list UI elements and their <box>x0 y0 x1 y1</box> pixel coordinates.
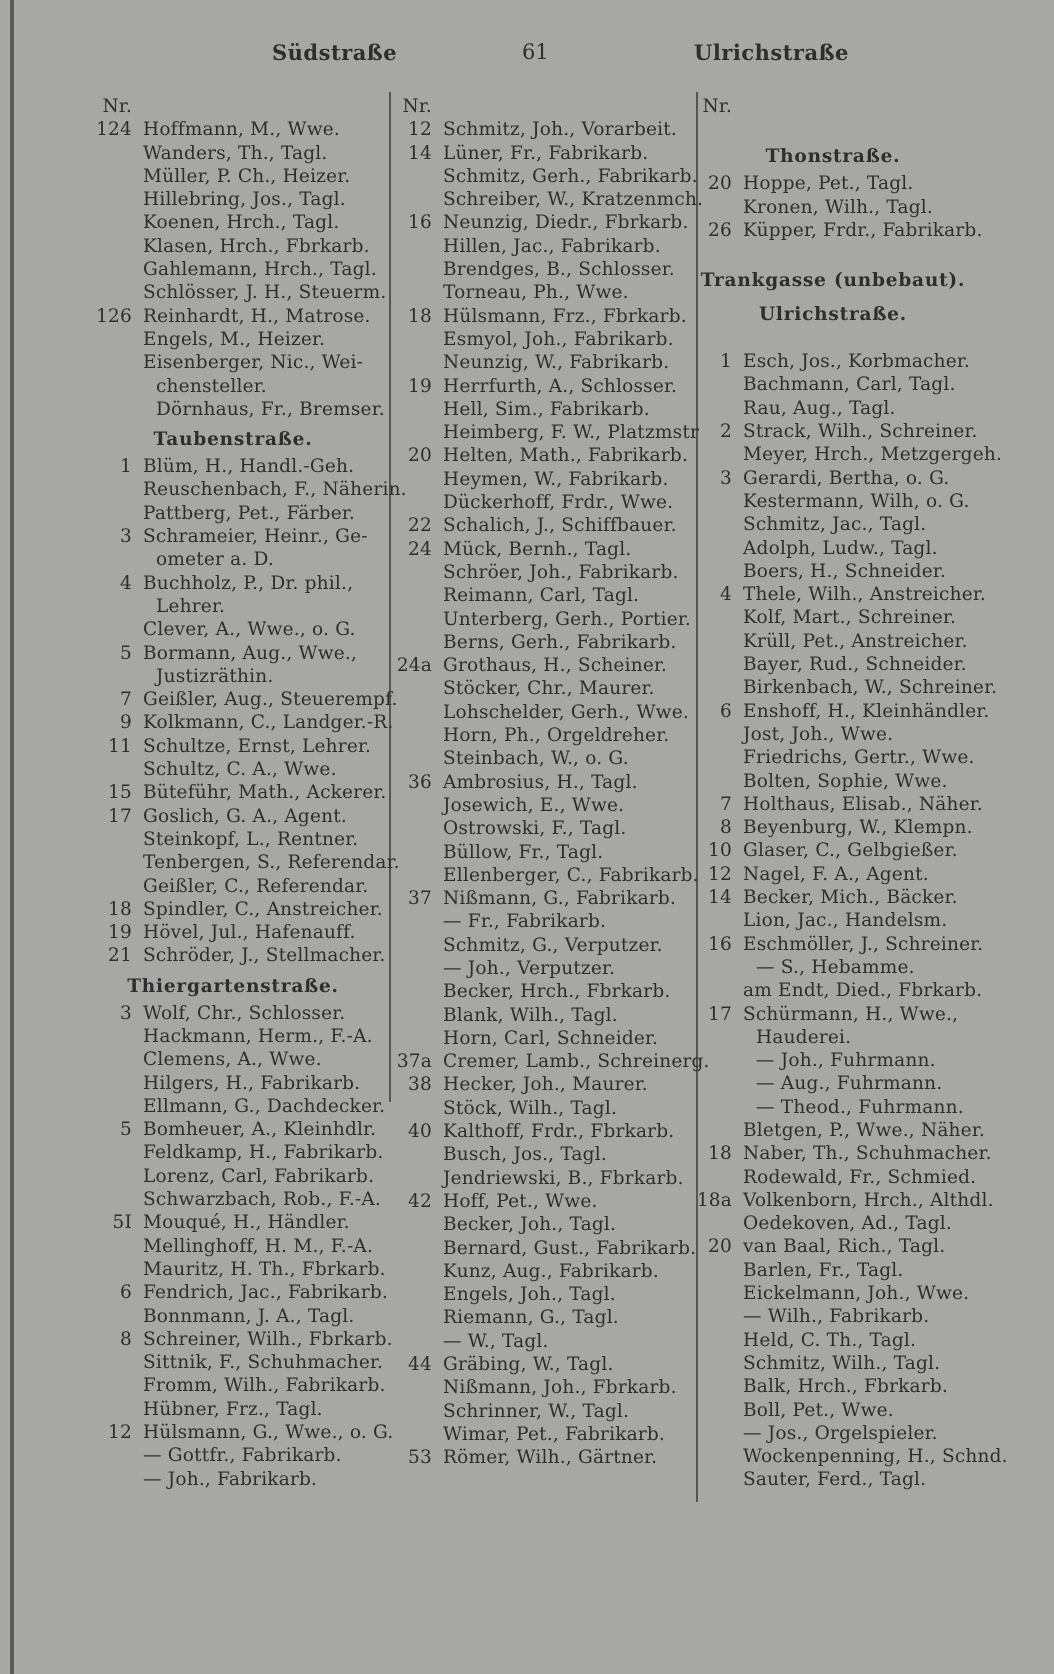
resident-text: Ostrowski, F., Tagl. <box>443 818 627 840</box>
resident-text: Hübner, Frz., Tagl. <box>143 1398 323 1420</box>
resident-text: Kolf, Mart., Schreiner. <box>743 607 957 629</box>
house-number: 14 <box>408 142 432 164</box>
resident-text: Mellinghoff, H. M., F.-A. <box>143 1235 374 1257</box>
resident-text: Riemann, G., Tagl. <box>443 1307 619 1329</box>
resident-text: — Jos., Orgelspieler. <box>743 1422 938 1444</box>
house-number: 26 <box>708 219 732 241</box>
house-number: 18 <box>108 898 132 920</box>
resident-text: Eschmöller, J., Schreiner. <box>743 933 984 955</box>
resident-text: Gräbing, W., Tagl. <box>443 1354 614 1376</box>
resident-text: Ambrosius, H., Tagl. <box>443 771 638 793</box>
resident-text: Schrinner, W., Tagl. <box>443 1400 630 1422</box>
house-number: 17 <box>108 805 132 827</box>
house-number: 18a <box>696 1189 732 1211</box>
house-number: 4 <box>720 584 732 606</box>
house-number: 18 <box>408 305 432 327</box>
resident-text: Wolf, Chr., Schlosser. <box>143 1002 346 1024</box>
resident-text: Hoppe, Pet., Tagl. <box>743 173 914 195</box>
house-number: 6 <box>120 1282 132 1304</box>
resident-text: Küpper, Frdr., Fabrikarb. <box>743 219 983 241</box>
resident-text: Bernard, Gust., Fabrikarb. <box>443 1237 697 1259</box>
house-number: 3 <box>120 1002 132 1024</box>
resident-text: Horn, Ph., Orgeldreher. <box>443 725 670 747</box>
resident-text: Bachmann, Carl, Tagl. <box>743 374 956 396</box>
resident-text: Held, C. Th., Tagl. <box>743 1329 917 1351</box>
resident-text: Hoff, Pet., Wwe. <box>443 1190 598 1212</box>
resident-text: Friedrichs, Gertr., Wwe. <box>743 747 975 769</box>
resident-text: Wanders, Th., Tagl. <box>143 142 328 164</box>
house-number: 126 <box>96 305 132 327</box>
street-heading-text: Thonstraße. <box>765 146 901 168</box>
resident-text: Naber, Th., Schuhmacher. <box>743 1143 992 1165</box>
resident-text: Hauderei. <box>756 1026 852 1048</box>
resident-text: — Aug., Fuhrmann. <box>756 1073 943 1095</box>
resident-text: Schröder, J., Stellmacher. <box>143 945 386 967</box>
resident-text: Rau, Aug., Tagl. <box>743 397 896 419</box>
resident-text: Schultz, C. A., Wwe. <box>143 759 337 781</box>
resident-text: Herrfurth, A., Schlosser. <box>443 375 678 397</box>
resident-text: Schrameier, Heinr., Ge- <box>143 526 368 548</box>
resident-text: — Theod., Fuhrmann. <box>756 1096 964 1118</box>
house-number: 2 <box>720 421 732 443</box>
resident-text: Feldkamp, H., Fabrikarb. <box>143 1142 384 1164</box>
resident-text: Bomheuer, A., Kleinhdlr. <box>143 1119 377 1141</box>
resident-text: Hövel, Jul., Hafenauff. <box>143 922 356 944</box>
street-heading-text: Thiergartenstraße. <box>127 975 339 997</box>
house-number: 14 <box>708 887 732 909</box>
resident-text: Blank, Wilh., Tagl. <box>443 1004 618 1026</box>
house-number: 1 <box>720 351 732 373</box>
resident-text: Oedekoven, Ad., Tagl. <box>743 1213 952 1235</box>
resident-text: Fendrich, Jac., Fabrikarb. <box>143 1282 388 1304</box>
resident-text: Römer, Wilh., Gärtner. <box>443 1447 658 1469</box>
resident-text: Steinkopf, L., Rentner. <box>143 828 359 850</box>
resident-text: — S., Hebamme. <box>756 956 915 978</box>
resident-text: Busch, Jos., Tagl. <box>443 1144 607 1166</box>
resident-text: Esch, Jos., Korbmacher. <box>743 351 970 373</box>
house-number: 7 <box>720 793 732 815</box>
resident-text: Reimann, Carl, Tagl. <box>443 585 640 607</box>
resident-text: Helten, Math., Fabrikarb. <box>443 445 689 467</box>
resident-text: Jendriewski, B., Fbrkarb. <box>443 1167 684 1189</box>
house-number: 20 <box>408 445 432 467</box>
house-number: 20 <box>708 1236 732 1258</box>
house-number: 37a <box>396 1051 432 1073</box>
header-left-street: Südstraße <box>272 40 398 65</box>
resident-text: Becker, Mich., Bäcker. <box>743 887 958 909</box>
house-number: 53 <box>408 1447 432 1469</box>
resident-text: Lion, Jac., Handelsm. <box>743 910 948 932</box>
house-number: 124 <box>96 119 132 141</box>
house-number: 16 <box>408 212 432 234</box>
house-number: 40 <box>408 1121 432 1143</box>
resident-text: Becker, Joh., Tagl. <box>443 1214 617 1236</box>
house-number: 3 <box>120 526 132 548</box>
resident-text: Engels, Joh., Tagl. <box>443 1284 616 1306</box>
resident-text: Sauter, Ferd., Tagl. <box>743 1469 927 1491</box>
page-number: 61 <box>522 40 549 64</box>
resident-text: Strack, Wilh., Schreiner. <box>743 421 978 443</box>
house-number: 19 <box>408 375 432 397</box>
resident-text: — Fr., Fabrikarb. <box>443 911 607 933</box>
resident-text: Schmitz, Jac., Tagl. <box>743 514 927 536</box>
resident-text: Horn, Carl, Schneider. <box>443 1027 659 1049</box>
resident-text: Dückerhoff, Frdr., Wwe. <box>443 492 674 514</box>
resident-text: Justizräthin. <box>156 665 274 687</box>
house-number: 9 <box>120 712 132 734</box>
resident-text: — Joh., Verputzer. <box>443 957 616 979</box>
resident-text: Koenen, Hrch., Tagl. <box>143 212 340 234</box>
resident-text: Clemens, A., Wwe. <box>143 1049 322 1071</box>
resident-text: Birkenbach, W., Schreiner. <box>743 677 998 699</box>
resident-text: Schmitz, Joh., Vorarbeit. <box>443 119 678 141</box>
resident-text: Clever, A., Wwe., o. G. <box>143 619 356 641</box>
resident-text: Kestermann, Wilh, o. G. <box>743 490 970 512</box>
resident-text: Pattberg, Pet., Färber. <box>143 502 355 524</box>
resident-text: Adolph, Ludw., Tagl. <box>743 537 938 559</box>
resident-text: Steinbach, W., o. G. <box>443 748 629 770</box>
header-right-street: Ulrichstraße <box>694 40 849 65</box>
resident-text: am Endt, Died., Fbrkarb. <box>743 980 983 1002</box>
resident-text: Beyenburg, W., Klempn. <box>743 817 973 839</box>
house-number: 5 <box>120 642 132 664</box>
house-number: 12 <box>408 119 432 141</box>
resident-text: Tenbergen, S., Referendar. <box>143 852 400 874</box>
resident-text: Ellenberger, C., Fabrikarb. <box>443 864 699 886</box>
house-number: 17 <box>708 1003 732 1025</box>
resident-text: Mück, Bernh., Tagl. <box>443 538 632 560</box>
resident-text: Kronen, Wilh., Tagl. <box>743 196 933 218</box>
resident-text: Eickelmann, Joh., Wwe. <box>743 1283 970 1305</box>
resident-text: Lehrer. <box>156 595 226 617</box>
house-number: Nr. <box>402 96 432 117</box>
resident-text: Geißler, C., Referendar. <box>143 875 369 897</box>
resident-text: Schreiner, Wilh., Fbrkarb. <box>143 1328 393 1350</box>
street-heading-text: Trankgasse (unbebaut). <box>700 270 966 292</box>
resident-text: Boers, H., Schneider. <box>743 560 946 582</box>
resident-text: Schultze, Ernst, Lehrer. <box>143 735 372 757</box>
resident-text: Cremer, Lamb., Schreinerg. <box>443 1051 710 1073</box>
house-number: 6 <box>720 700 732 722</box>
resident-text: Becker, Hrch., Fbrkarb. <box>443 981 671 1003</box>
resident-text: Kalthoff, Frdr., Fbrkarb. <box>443 1121 675 1143</box>
house-number: 24 <box>408 538 432 560</box>
column-divider <box>389 92 391 1102</box>
resident-text: Eisenberger, Nic., Wei- <box>143 352 364 374</box>
resident-text: Ellmann, G., Dachdecker. <box>143 1095 386 1117</box>
house-number: 1 <box>120 456 132 478</box>
resident-text: Mauritz, H. Th., Fbrkarb. <box>143 1258 386 1280</box>
house-number: 3 <box>720 467 732 489</box>
resident-text: Reuschenbach, F., Näherin. <box>143 479 407 501</box>
resident-text: Schwarzbach, Rob., F.-A. <box>143 1189 381 1211</box>
resident-text: Bletgen, P., Wwe., Näher. <box>743 1119 985 1141</box>
resident-text: Büllow, Fr., Tagl. <box>443 841 604 863</box>
resident-text: Klasen, Hrch., Fbrkarb. <box>143 235 370 257</box>
resident-text: Heimberg, F. W., Platzmstr <box>443 422 700 444</box>
resident-text: Lüner, Fr., Fabrikarb. <box>443 142 649 164</box>
resident-text: Hülsmann, G., Wwe., o. G. <box>143 1422 394 1444</box>
resident-text: chensteller. <box>156 375 267 397</box>
resident-text: Hilgers, H., Fabrikarb. <box>143 1072 361 1094</box>
street-heading-text: Ulrichstraße. <box>758 304 907 326</box>
street-heading-text: Taubenstraße. <box>153 429 313 451</box>
resident-text: Stöcker, Chr., Maurer. <box>443 678 655 700</box>
resident-text: Spindler, C., Anstreicher. <box>143 898 383 920</box>
resident-text: Berns, Gerh., Fabrikarb. <box>443 631 677 653</box>
resident-text: Stöck, Wilh., Tagl. <box>443 1097 618 1119</box>
house-number: 12 <box>108 1422 132 1444</box>
resident-text: van Baal, Rich., Tagl. <box>743 1236 946 1258</box>
house-number: 24a <box>396 655 432 677</box>
resident-text: Geißler, Aug., Steuerempf. <box>143 689 398 711</box>
resident-text: ometer a. D. <box>156 549 274 571</box>
resident-text: Boll, Pet., Wwe. <box>743 1399 894 1421</box>
resident-text: — Gottfr., Fabrikarb. <box>143 1445 342 1467</box>
house-number: 8 <box>120 1328 132 1350</box>
house-number: 5 <box>120 1119 132 1141</box>
house-number: Nr. <box>102 96 132 117</box>
resident-text: Balk, Hrch., Fbrkarb. <box>743 1376 948 1398</box>
house-number: 7 <box>120 689 132 711</box>
resident-text: Bolten, Sophie, Wwe. <box>743 770 948 792</box>
resident-text: Wockenpenning, H., Schnd. <box>743 1446 1008 1468</box>
resident-text: Nißmann, Joh., Fbrkarb. <box>443 1377 677 1399</box>
resident-text: Rodewald, Fr., Schmied. <box>743 1166 977 1188</box>
resident-text: Hell, Sim., Fabrikarb. <box>443 398 650 420</box>
resident-text: Enshoff, H., Kleinhändler. <box>743 700 990 722</box>
resident-text: — Joh., Fabrikarb. <box>143 1468 318 1490</box>
resident-text: Schreiber, W., Kratzenmch. <box>443 189 704 211</box>
resident-text: Fromm, Wilh., Fabrikarb. <box>143 1375 386 1397</box>
resident-text: Schmitz, Gerh., Fabrikarb. <box>443 165 698 187</box>
resident-text: Meyer, Hrch., Metzgergeh. <box>743 444 1003 466</box>
resident-text: Kolkmann, C., Landger.-R. <box>143 712 394 734</box>
house-number: 38 <box>408 1074 432 1096</box>
resident-text: Brendges, B., Schlosser. <box>443 259 675 281</box>
resident-text: Holthaus, Elisab., Näher. <box>743 793 983 815</box>
resident-text: Müller, P. Ch., Heizer. <box>143 165 351 187</box>
house-number: 21 <box>108 945 132 967</box>
resident-text: Josewich, E., Wwe. <box>443 794 625 816</box>
resident-text: Sittnik, F., Schuhmacher. <box>143 1352 384 1374</box>
house-number: 10 <box>708 840 732 862</box>
resident-text: Grothaus, H., Scheiner. <box>443 655 668 677</box>
house-number: 12 <box>708 863 732 885</box>
resident-text: Schürmann, H., Wwe., <box>743 1003 959 1025</box>
resident-text: Nagel, F. A., Agent. <box>743 863 929 885</box>
resident-text: Schlösser, J. H., Steuerm. <box>143 282 387 304</box>
resident-text: Reinhardt, H., Matrose. <box>143 305 371 327</box>
resident-text: Wimar, Pet., Fabrikarb. <box>443 1423 666 1445</box>
resident-text: Büteführ, Math., Ackerer. <box>143 782 387 804</box>
resident-text: Hülsmann, Frz., Fbrkarb. <box>443 305 687 327</box>
resident-text: Bayer, Rud., Schneider. <box>743 654 967 676</box>
house-number: 15 <box>108 782 132 804</box>
resident-text: Hillebring, Jos., Tagl. <box>143 189 346 211</box>
resident-text: Hecker, Joh., Maurer. <box>443 1074 648 1096</box>
resident-text: Lohschelder, Gerh., Wwe. <box>443 701 689 723</box>
house-number: 36 <box>408 771 432 793</box>
resident-text: Engels, M., Heizer. <box>143 328 326 350</box>
resident-text: Schalich, J., Schiffbauer. <box>443 515 677 537</box>
resident-text: Schmitz, G., Verputzer. <box>443 934 663 956</box>
resident-text: Goslich, G. A., Agent. <box>143 805 347 827</box>
house-number: 18 <box>708 1143 732 1165</box>
house-number: 20 <box>708 173 732 195</box>
house-number: 44 <box>408 1354 432 1376</box>
resident-text: Glaser, C., Gelbgießer. <box>743 840 958 862</box>
resident-text: Nißmann, G., Fabrikarb. <box>443 888 677 910</box>
resident-text: Gerardi, Bertha, o. G. <box>743 467 950 489</box>
house-number: 11 <box>108 735 132 757</box>
resident-text: — Wilh., Fabrikarb. <box>743 1306 930 1328</box>
house-number: 8 <box>720 817 732 839</box>
resident-text: Lorenz, Carl, Fabrikarb. <box>143 1165 375 1187</box>
resident-text: Hillen, Jac., Fabrikarb. <box>443 235 661 257</box>
resident-text: Gahlemann, Hrch., Tagl. <box>143 259 377 281</box>
resident-text: Jost, Joh., Wwe. <box>743 723 894 745</box>
house-number: Nr. <box>702 96 732 117</box>
resident-text: Buchholz, P., Dr. phil., <box>143 572 354 594</box>
resident-text: Neunzig, W., Fabrikarb. <box>443 352 670 374</box>
resident-text: Bormann, Aug., Wwe., <box>143 642 358 664</box>
resident-text: Schmitz, Wilh., Tagl. <box>743 1352 941 1374</box>
house-number: 37 <box>408 888 432 910</box>
resident-text: Esmyol, Joh., Fabrikarb. <box>443 328 674 350</box>
page-edge <box>10 0 14 1674</box>
resident-text: — W., Tagl. <box>443 1330 549 1352</box>
resident-text: Dörnhaus, Fr., Bremser. <box>156 398 385 420</box>
resident-text: Mouqué, H., Händler. <box>143 1212 350 1234</box>
resident-text: Schröer, Joh., Fabrikarb. <box>443 561 679 583</box>
resident-text: Unterberg, Gerh., Portier. <box>443 608 691 630</box>
resident-text: Neunzig, Diedr., Fbrkarb. <box>443 212 689 234</box>
house-number: 5I <box>112 1212 132 1234</box>
resident-text: Torneau, Ph., Wwe. <box>443 282 629 304</box>
resident-text: Hackmann, Herm., F.-A. <box>143 1025 373 1047</box>
resident-text: Thele, Wilh., Anstreicher. <box>743 584 986 606</box>
house-number: 42 <box>408 1190 432 1212</box>
house-number: 19 <box>108 922 132 944</box>
house-number: 4 <box>120 572 132 594</box>
resident-text: Heymen, W., Fabrikarb. <box>443 468 669 490</box>
resident-text: Krüll, Pet., Anstreicher. <box>743 630 968 652</box>
resident-text: Volkenborn, Hrch., Althdl. <box>743 1189 994 1211</box>
house-number: 22 <box>408 515 432 537</box>
resident-text: Bonnmann, J. A., Tagl. <box>143 1305 355 1327</box>
resident-text: Barlen, Fr., Tagl. <box>743 1259 904 1281</box>
resident-text: Hoffmann, M., Wwe. <box>143 119 340 141</box>
resident-text: Kunz, Aug., Fabrikarb. <box>443 1260 659 1282</box>
resident-text: — Joh., Fuhrmann. <box>756 1050 936 1072</box>
house-number: 16 <box>708 933 732 955</box>
resident-text: Blüm, H., Handl.-Geh. <box>143 456 355 478</box>
